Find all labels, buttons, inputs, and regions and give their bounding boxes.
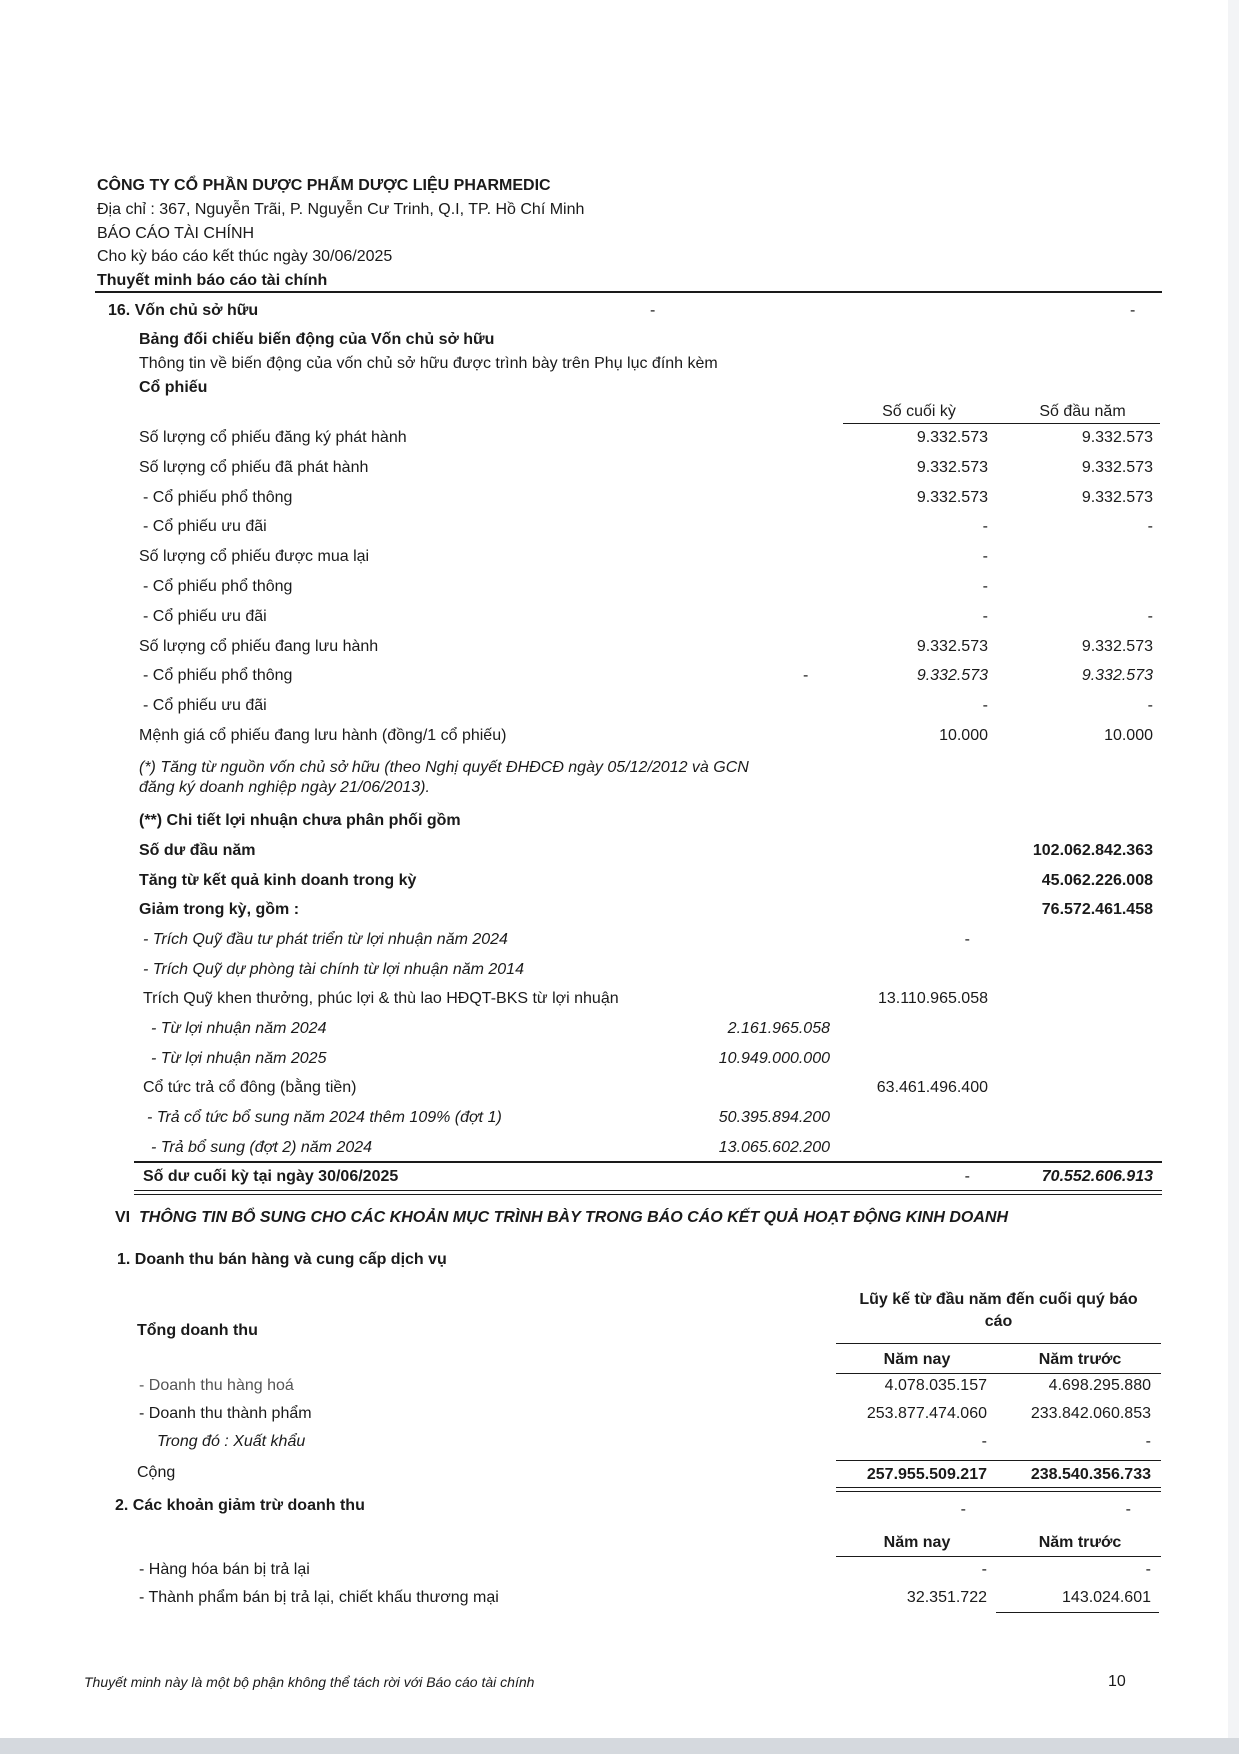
share-row-label: Mệnh giá cổ phiếu đang lưu hành (đồng/1 cổ phiếu) xyxy=(139,727,507,744)
opening-label: Số dư đầu năm xyxy=(139,842,256,859)
deduction-row-prev-year: - xyxy=(1145,1561,1151,1578)
revenue-title: 1. Doanh thu bán hàng và cung cấp dịch vụ xyxy=(117,1251,447,1268)
deduction-row-this-year: 32.351.722 xyxy=(906,1589,987,1606)
company-name: CÔNG TY CỔ PHẦN DƯỢC PHẨM DƯỢC LIỆU PHARMEDIC xyxy=(97,177,551,194)
share-row-begin: - xyxy=(1147,697,1153,715)
share-row-label: - Cổ phiếu ưu đãi xyxy=(143,607,267,625)
footer-note: Thuyết minh này là một bộ phận không thể tách rời với Báo cáo tài chính xyxy=(84,1674,535,1690)
sum-bottom-rule-2 xyxy=(836,1491,1161,1492)
share-row-end: 9.332.573 xyxy=(916,458,988,476)
notes-title: Thuyết minh báo cáo tài chính xyxy=(97,272,328,289)
company-address: Địa chỉ : 367, Nguyễn Trãi, P. Nguyễn Cư Trinh, Q.I, TP. Hồ Chí Minh xyxy=(97,201,585,218)
ded-dash-this: - xyxy=(960,1501,966,1518)
decrease-value: 76.572.461.458 xyxy=(1041,901,1153,918)
shares-title: Cổ phiếu xyxy=(139,379,208,396)
share-row-begin: - xyxy=(1147,518,1153,536)
cumulative-rule xyxy=(836,1343,1161,1344)
retained-title: (**) Chi tiết lợi nhuận chưa phân phối gồm xyxy=(139,812,461,829)
revenue-row-this-year: 253.877.474.060 xyxy=(866,1405,987,1422)
share-row-label: Số lượng cổ phiếu đang lưu hành xyxy=(139,637,379,655)
section-vi-title: THÔNG TIN BỔ SUNG CHO CÁC KHOẢN MỤC TRÌNH BÀY TRONG BÁO CÁO KẾT QUẢ HOẠT ĐỘNG KINH DOANH xyxy=(139,1209,1009,1226)
col-header-rule xyxy=(843,423,1160,424)
bonus-2024-value: 2.161.965.058 xyxy=(727,1020,830,1037)
div2-label: - Trả bổ sung (đợt 2) năm 2024 xyxy=(151,1139,373,1156)
decrease-label: Giảm trong kỳ, gồm : xyxy=(139,901,300,918)
sum-label: Cộng xyxy=(137,1464,176,1481)
share-row-end: - xyxy=(982,518,988,536)
bonus-2025-value: 10.949.000.000 xyxy=(718,1050,830,1067)
share-row-begin: 9.332.573 xyxy=(1081,458,1153,476)
fund-dev-value: - xyxy=(964,931,970,948)
col-begin-header: Số đầu năm xyxy=(1039,403,1126,420)
sum-top-rule xyxy=(836,1460,1161,1461)
note-line-1: (*) Tăng từ nguồn vốn chủ sở hữu (theo Nghị quyết ĐHĐCĐ ngày 05/12/2012 và GCN xyxy=(139,759,749,776)
ded-dash-prev: - xyxy=(1125,1501,1131,1518)
header-rule xyxy=(95,291,1162,293)
report-title: BÁO CÁO TÀI CHÍNH xyxy=(97,225,255,242)
share-row-begin: - xyxy=(1147,607,1153,625)
share-row-label: Số lượng cổ phiếu đã phát hành xyxy=(139,458,369,476)
ded-bottom-rule xyxy=(996,1612,1159,1613)
share-row-label: - Cổ phiếu ưu đãi xyxy=(143,518,267,536)
share-row-label: - Cổ phiếu phổ thông xyxy=(143,667,293,685)
dash: - xyxy=(1130,302,1136,319)
reconcile-title: Bảng đối chiếu biến động của Vốn chủ sở hữu xyxy=(139,331,495,348)
revenue-row-prev-year: - xyxy=(1145,1433,1151,1450)
ded-col-rule xyxy=(836,1556,1161,1557)
share-row-begin: 9.332.573 xyxy=(1081,637,1153,655)
share-row-label: - Cổ phiếu ưu đãi xyxy=(143,697,267,715)
div2-value: 13.065.602.200 xyxy=(718,1139,830,1156)
opening-value: 102.062.842.363 xyxy=(1032,842,1153,859)
share-row-dash: - xyxy=(803,667,809,685)
share-row-begin: 9.332.573 xyxy=(1081,667,1153,685)
increase-label: Tăng từ kết quả kinh doanh trong kỳ xyxy=(139,872,417,889)
cumulative-header-1: Lũy kế từ đầu năm đến cuối quý báo xyxy=(859,1291,1138,1308)
bonus-2024-label: - Từ lợi nhuận năm 2024 xyxy=(151,1020,327,1037)
revenue-row-prev-year: 233.842.060.853 xyxy=(1030,1405,1151,1422)
share-row-begin: 9.332.573 xyxy=(1081,429,1153,446)
reconcile-info: Thông tin về biến động của vốn chủ sở hữu được trình bày trên Phụ lục đính kèm xyxy=(139,355,718,372)
revenue-row-this-year: 4.078.035.157 xyxy=(884,1377,987,1394)
ded-col-prev-year: Năm trước xyxy=(1038,1534,1122,1551)
bonus-2025-label: - Từ lợi nhuận năm 2025 xyxy=(151,1050,327,1067)
bonus-label: Trích Quỹ khen thưởng, phúc lợi & thù lao HĐQT-BKS từ lợi nhuận xyxy=(143,990,619,1007)
dividend-label: Cổ tức trả cổ đông (bằng tiền) xyxy=(143,1079,357,1096)
share-row-label: - Cổ phiếu phổ thông xyxy=(143,488,293,506)
ded-col-this-year: Năm nay xyxy=(883,1534,951,1551)
div1-label: - Trả cổ tức bổ sung năm 2024 thêm 109% (đợt 1) xyxy=(147,1109,502,1126)
col-prev-year: Năm trước xyxy=(1038,1351,1122,1368)
col-this-year: Năm nay xyxy=(883,1351,951,1368)
col-end-header: Số cuối kỳ xyxy=(882,403,956,420)
deduction-row-label: - Thành phẩm bán bị trả lại, chiết khấu thương mại xyxy=(139,1589,499,1606)
page-bottom-band xyxy=(0,1738,1239,1754)
dividend-value: 63.461.496.400 xyxy=(876,1079,988,1096)
sum-bottom-rule-1 xyxy=(836,1487,1161,1488)
closing-value: 70.552.606.913 xyxy=(1041,1168,1153,1185)
sum-this-year: 257.955.509.217 xyxy=(866,1466,987,1483)
page-edge xyxy=(1228,0,1239,1738)
share-row-label: Số lượng cổ phiếu đăng ký phát hành xyxy=(139,429,407,446)
revenue-row-label: Trong đó : Xuất khẩu xyxy=(157,1433,306,1450)
col-header-rule-2 xyxy=(836,1373,1161,1374)
increase-value: 45.062.226.008 xyxy=(1041,872,1153,889)
section-16-title: 16. Vốn chủ sở hữu xyxy=(108,302,259,319)
revenue-row-prev-year: 4.698.295.880 xyxy=(1048,1377,1151,1394)
deductions-title: 2. Các khoản giảm trừ doanh thu xyxy=(115,1497,365,1514)
share-row-end: - xyxy=(982,548,988,566)
deduction-row-label: - Hàng hóa bán bị trả lại xyxy=(139,1561,310,1578)
share-row-end: - xyxy=(982,578,988,595)
share-row-end: 9.332.573 xyxy=(916,667,988,685)
revenue-row-label: - Doanh thu thành phẩm xyxy=(139,1405,312,1422)
fund-fin-label: - Trích Quỹ dự phòng tài chính từ lợi nhuận năm 2014 xyxy=(143,961,524,978)
report-period: Cho kỳ báo cáo kết thúc ngày 30/06/2025 xyxy=(97,248,393,265)
note-line-2: đăng ký doanh nghiệp ngày 21/06/2013). xyxy=(139,779,430,796)
revenue-row-this-year: - xyxy=(981,1433,987,1450)
deduction-row-this-year: - xyxy=(981,1561,987,1578)
share-row-end: - xyxy=(982,607,988,625)
section-vi-roman: VI xyxy=(115,1209,131,1226)
div1-value: 50.395.894.200 xyxy=(718,1109,830,1126)
cumulative-header-2: cáo xyxy=(984,1313,1013,1330)
revenue-row-label: - Doanh thu hàng hoá xyxy=(139,1377,294,1394)
page-number: 10 xyxy=(1108,1673,1126,1690)
closing-mid: - xyxy=(964,1168,970,1185)
share-row-end: 9.332.573 xyxy=(916,488,988,506)
share-row-begin: 10.000 xyxy=(1104,727,1153,744)
closing-label: Số dư cuối kỳ tại ngày 30/06/2025 xyxy=(143,1168,399,1185)
total-revenue-label: Tổng doanh thu xyxy=(137,1322,258,1339)
bonus-value: 13.110.965.058 xyxy=(877,990,988,1007)
share-row-end: 10.000 xyxy=(939,727,988,744)
share-row-end: - xyxy=(982,697,988,715)
share-row-label: Số lượng cổ phiếu được mua lại xyxy=(139,548,370,566)
deduction-row-prev-year: 143.024.601 xyxy=(1062,1589,1151,1606)
dash: - xyxy=(650,302,656,319)
fund-dev-label: - Trích Quỹ đầu tư phát triển từ lợi nhuận năm 2024 xyxy=(143,931,508,948)
closing-bottom-rule-2 xyxy=(134,1194,1162,1195)
closing-bottom-rule-1 xyxy=(134,1190,1162,1191)
share-row-label: - Cổ phiếu phổ thông xyxy=(143,578,293,595)
sum-prev-year: 238.540.356.733 xyxy=(1030,1466,1151,1483)
closing-top-rule xyxy=(134,1161,1162,1163)
share-row-begin: 9.332.573 xyxy=(1081,488,1153,506)
share-row-end: 9.332.573 xyxy=(916,637,988,655)
share-row-end: 9.332.573 xyxy=(916,429,988,446)
